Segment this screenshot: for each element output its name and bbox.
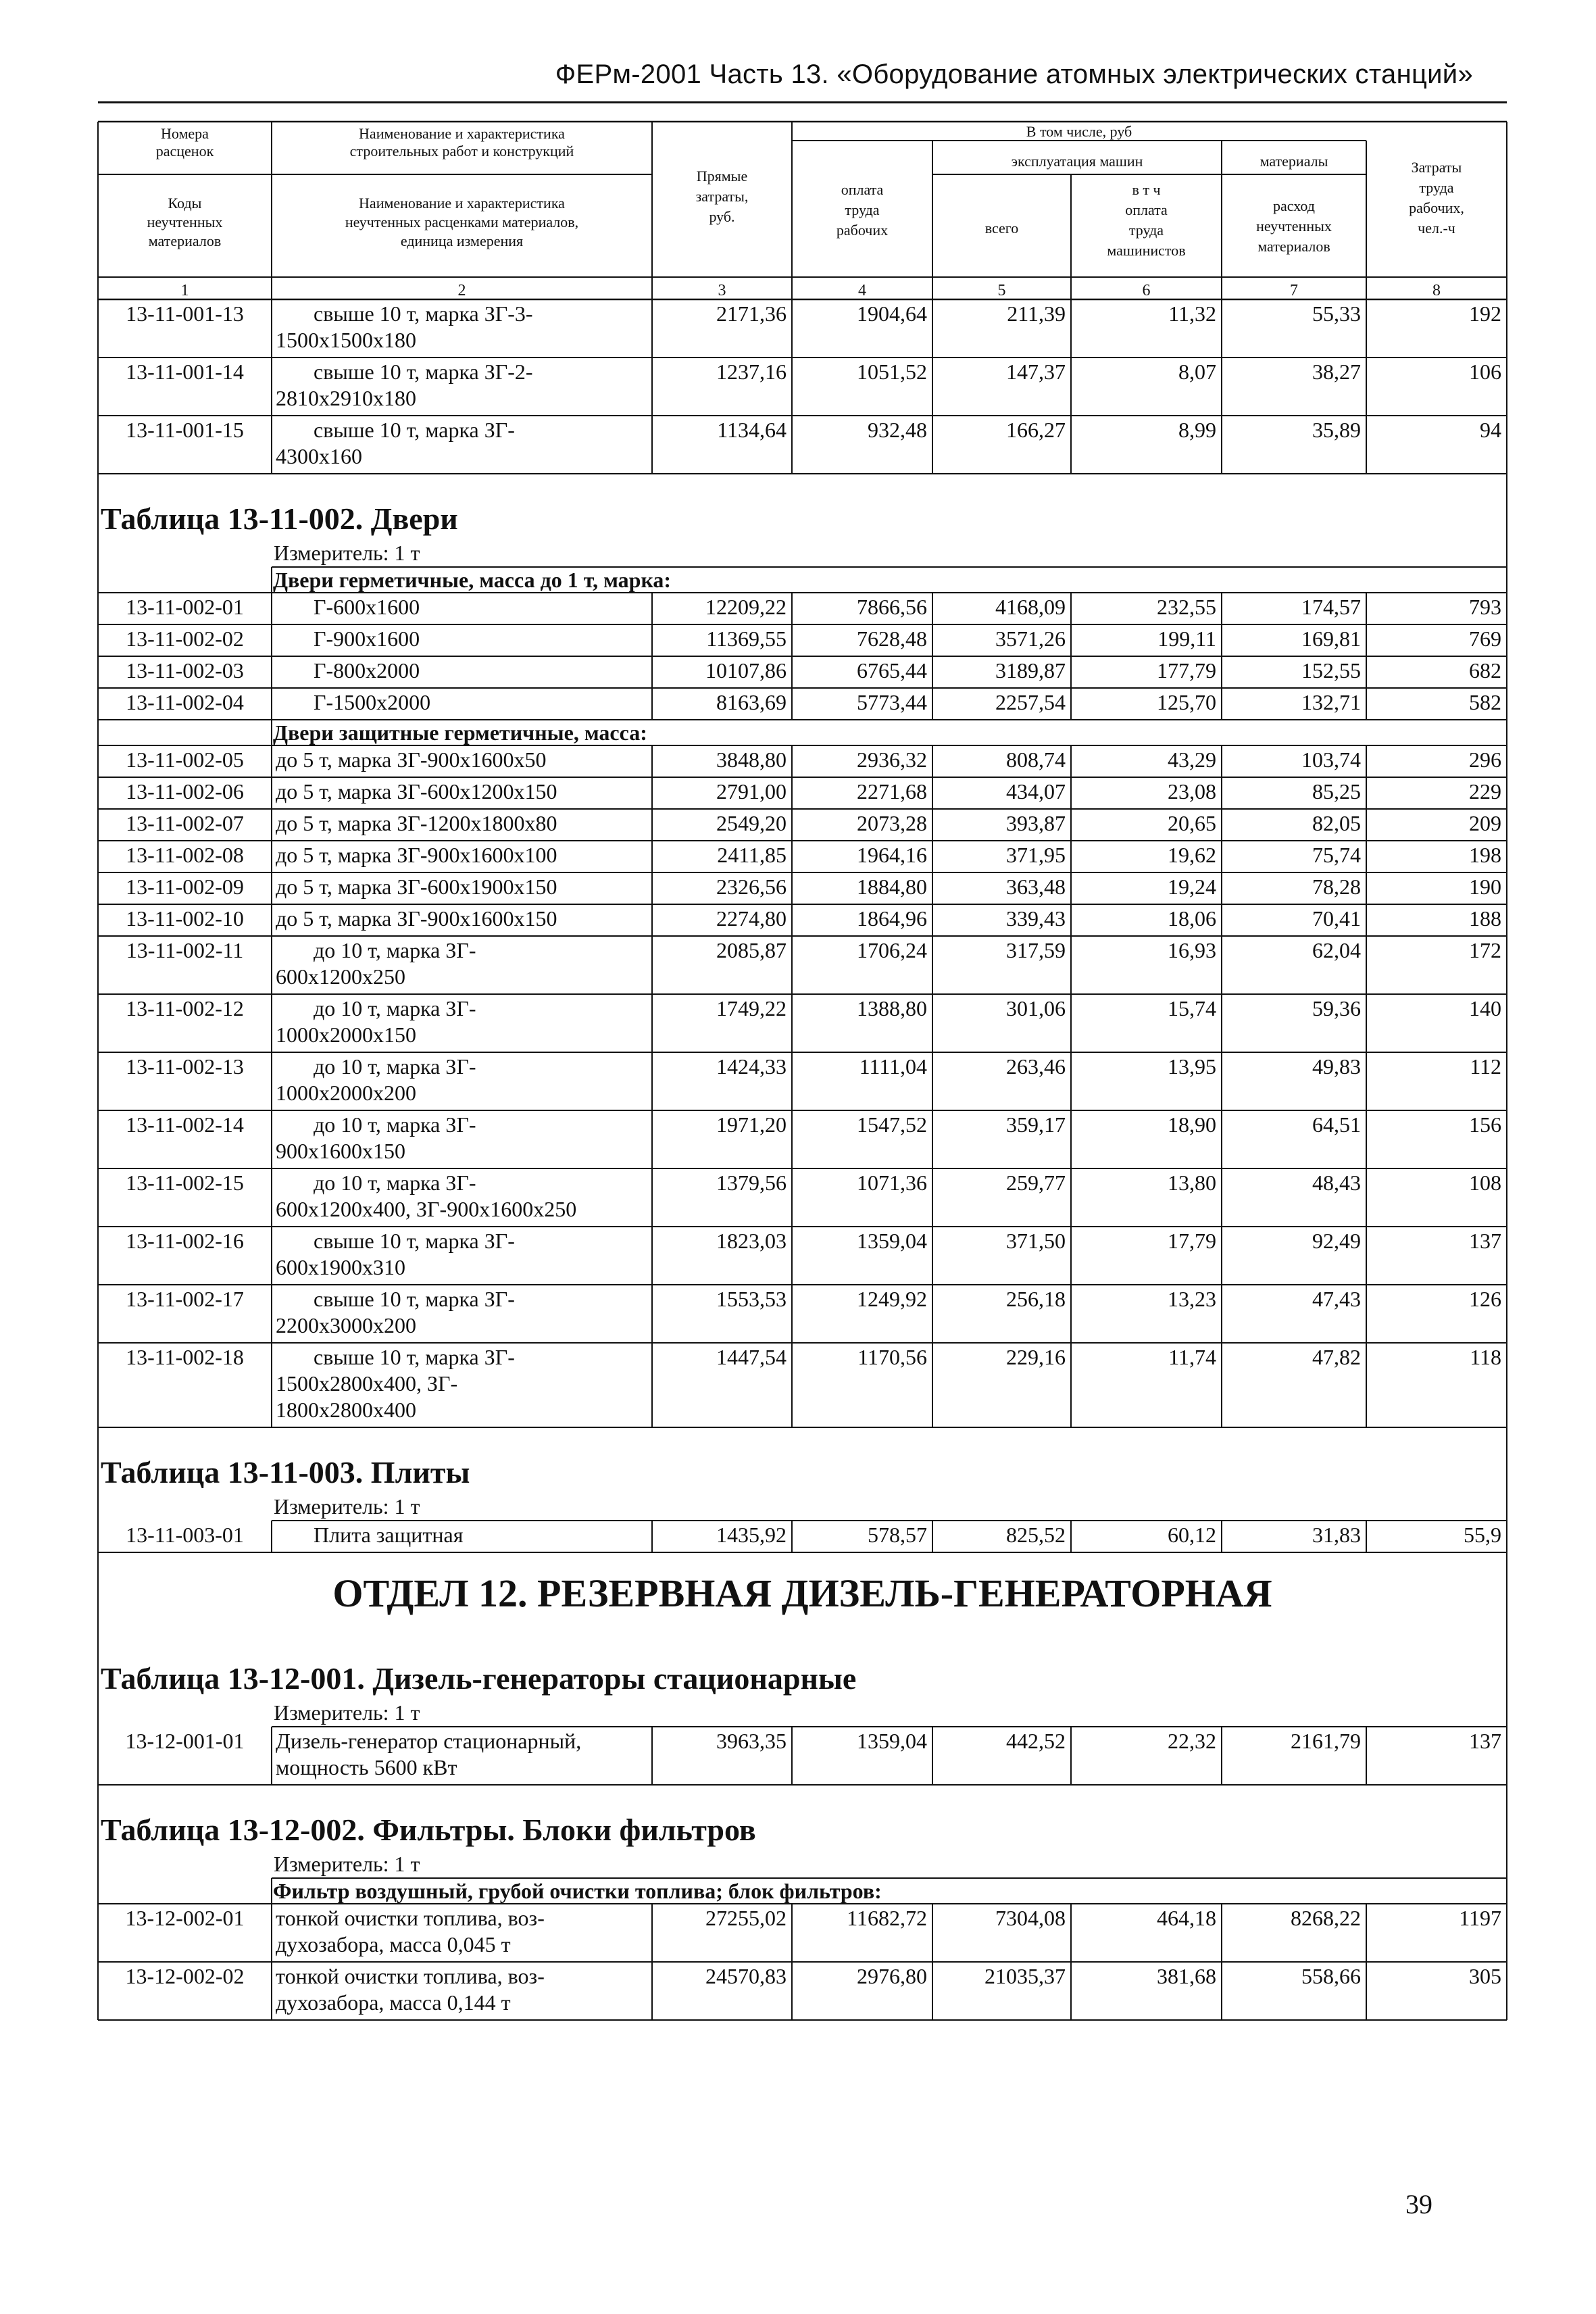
row-name: до 5 т, марка ЗГ-900х1600х150 xyxy=(276,906,557,931)
row-name: 600х1200х400, ЗГ-900х1600х250 xyxy=(276,1197,577,1221)
row-value: 1435,92 xyxy=(716,1523,787,1547)
header-col8: труда xyxy=(1419,179,1454,196)
header-col2-top: строительных работ и конструкций xyxy=(349,143,574,159)
row-value: 434,07 xyxy=(1006,779,1066,804)
row-value: 2326,56 xyxy=(716,875,787,899)
row-name: 600х1200х250 xyxy=(276,964,405,989)
header-group: В том числе, руб xyxy=(1026,123,1132,140)
row-code: 13-11-002-13 xyxy=(126,1054,244,1079)
row-value: 60,12 xyxy=(1168,1523,1216,1547)
group-heading: Двери защитные герметичные, масса: xyxy=(273,720,647,745)
row-value: 92,49 xyxy=(1312,1229,1361,1253)
row-value: 75,74 xyxy=(1312,843,1361,867)
row-value: 1749,22 xyxy=(716,996,787,1020)
header-col2-top: Наименование и характеристика xyxy=(359,125,565,142)
row-value: 7628,48 xyxy=(857,626,927,651)
column-number: 1 xyxy=(180,282,189,299)
row-code: 13-11-002-06 xyxy=(126,779,244,804)
row-value: 1823,03 xyxy=(716,1229,787,1253)
table-title: Таблица 13-12-001. Дизель-генераторы стационарные xyxy=(101,1661,857,1696)
row-value: 1388,80 xyxy=(857,996,927,1020)
row-value: 2271,68 xyxy=(857,779,927,804)
row-value: 2976,80 xyxy=(857,1964,927,1988)
row-value: 147,37 xyxy=(1006,360,1066,384)
row-name: свыше 10 т, марка ЗГ-3- xyxy=(314,301,533,326)
row-value: 1071,36 xyxy=(857,1171,927,1195)
column-number: 6 xyxy=(1142,282,1151,299)
row-name: Г-800х2000 xyxy=(314,658,420,683)
row-value: 11682,72 xyxy=(847,1906,927,1930)
row-value: 2274,80 xyxy=(716,906,787,931)
row-name: 1500х2800х400, ЗГ- xyxy=(276,1371,458,1396)
row-value: 211,39 xyxy=(1007,301,1066,326)
column-number: 8 xyxy=(1432,282,1441,299)
row-value: 48,43 xyxy=(1312,1171,1361,1195)
column-number: 5 xyxy=(997,282,1006,299)
header-materials-group: материалы xyxy=(1260,153,1328,170)
row-name: 900х1600х150 xyxy=(276,1139,405,1163)
row-value: 70,41 xyxy=(1312,906,1361,931)
row-name: 1500х1500х180 xyxy=(276,328,416,352)
header-col4: труда xyxy=(845,201,880,218)
header-col6: в т ч xyxy=(1132,181,1161,198)
row-value: 59,36 xyxy=(1312,996,1361,1020)
header-machines-group: эксплуатация машин xyxy=(1011,153,1143,170)
row-value: 932,48 xyxy=(868,418,927,442)
row-value: 359,17 xyxy=(1006,1112,1066,1137)
row-value: 118 xyxy=(1470,1345,1501,1369)
row-value: 3189,87 xyxy=(995,658,1066,683)
row-value: 132,71 xyxy=(1301,690,1361,714)
row-value: 3963,35 xyxy=(716,1729,787,1753)
row-name: Г-900х1600 xyxy=(314,626,420,651)
column-number: 2 xyxy=(457,282,466,299)
row-value: 17,79 xyxy=(1168,1229,1216,1253)
header-col3: Прямые xyxy=(696,168,748,184)
row-value: 49,83 xyxy=(1312,1054,1361,1079)
row-code: 13-11-002-05 xyxy=(126,747,244,772)
row-code: 13-11-002-02 xyxy=(126,626,244,651)
row-value: 1547,52 xyxy=(857,1112,927,1137)
row-value: 301,06 xyxy=(1006,996,1066,1020)
row-name: до 10 т, марка ЗГ- xyxy=(314,996,476,1020)
row-value: 1864,96 xyxy=(857,906,927,931)
row-value: 137 xyxy=(1469,1729,1501,1753)
row-value: 558,66 xyxy=(1301,1964,1361,1988)
row-code: 13-11-001-13 xyxy=(126,301,244,326)
row-code: 13-11-002-07 xyxy=(126,811,244,835)
row-value: 62,04 xyxy=(1312,938,1361,962)
row-value: 1359,04 xyxy=(857,1729,927,1753)
row-name: свыше 10 т, марка ЗГ-2- xyxy=(314,360,533,384)
row-name: 1800х2800х400 xyxy=(276,1398,416,1422)
row-value: 2936,32 xyxy=(857,747,927,772)
header-col6: труда xyxy=(1128,222,1164,239)
row-value: 232,55 xyxy=(1157,595,1216,619)
row-code: 13-11-002-09 xyxy=(126,875,244,899)
row-value: 16,93 xyxy=(1168,938,1216,962)
row-value: 24570,83 xyxy=(705,1964,787,1988)
row-value: 47,43 xyxy=(1312,1287,1361,1311)
row-value: 11,32 xyxy=(1168,301,1216,326)
row-code: 13-11-002-10 xyxy=(126,906,244,931)
row-value: 8,07 xyxy=(1178,360,1216,384)
row-value: 18,06 xyxy=(1168,906,1216,931)
row-value: 8163,69 xyxy=(716,690,787,714)
row-value: 85,25 xyxy=(1312,779,1361,804)
header-col6: оплата xyxy=(1125,201,1168,218)
row-value: 825,52 xyxy=(1006,1523,1066,1547)
row-value: 2549,20 xyxy=(716,811,787,835)
row-value: 1424,33 xyxy=(716,1054,787,1079)
row-name: до 10 т, марка ЗГ- xyxy=(314,1054,476,1079)
row-value: 23,08 xyxy=(1168,779,1216,804)
row-code: 13-11-002-11 xyxy=(126,938,244,962)
row-value: 156 xyxy=(1469,1112,1501,1137)
row-value: 371,95 xyxy=(1006,843,1066,867)
row-value: 229,16 xyxy=(1006,1345,1066,1369)
unit-of-measure: Измеритель: 1 т xyxy=(274,1700,420,1725)
row-value: 393,87 xyxy=(1006,811,1066,835)
header-col4: рабочих xyxy=(836,222,889,239)
row-name: свыше 10 т, марка ЗГ- xyxy=(314,1229,515,1253)
row-name: 1000х2000х200 xyxy=(276,1081,416,1105)
row-value: 19,62 xyxy=(1168,843,1216,867)
row-value: 582 xyxy=(1469,690,1501,714)
header-col6: машинистов xyxy=(1107,242,1186,259)
table-title: Таблица 13-11-003. Плиты xyxy=(101,1455,470,1490)
running-header: ФЕРм-2001 Часть 13. «Оборудование атомных электрических станций» xyxy=(555,59,1473,89)
row-value: 47,82 xyxy=(1312,1345,1361,1369)
row-code: 13-11-002-12 xyxy=(126,996,244,1020)
row-value: 2073,28 xyxy=(857,811,927,835)
row-value: 94 xyxy=(1480,418,1501,442)
row-value: 112 xyxy=(1470,1054,1501,1079)
row-value: 174,57 xyxy=(1301,595,1361,619)
header-col2-bottom: единица измерения xyxy=(400,232,524,249)
row-value: 259,77 xyxy=(1006,1171,1066,1195)
row-value: 11369,55 xyxy=(706,626,787,651)
row-value: 2085,87 xyxy=(716,938,787,962)
row-value: 3848,80 xyxy=(716,747,787,772)
row-value: 769 xyxy=(1469,626,1501,651)
row-value: 1447,54 xyxy=(716,1345,787,1369)
row-name: 2200х3000х200 xyxy=(276,1313,416,1337)
row-value: 13,23 xyxy=(1168,1287,1216,1311)
row-value: 363,48 xyxy=(1006,875,1066,899)
row-value: 3571,26 xyxy=(995,626,1066,651)
row-value: 18,90 xyxy=(1168,1112,1216,1137)
row-name: 1000х2000х150 xyxy=(276,1023,416,1047)
row-value: 55,9 xyxy=(1464,1523,1501,1547)
row-value: 381,68 xyxy=(1157,1964,1216,1988)
row-value: 13,80 xyxy=(1168,1171,1216,1195)
group-heading: Фильтр воздушный, грубой очистки топлива; блок фильтров: xyxy=(273,1879,882,1903)
row-name: до 5 т, марка ЗГ-900х1600х50 xyxy=(276,747,547,772)
row-value: 15,74 xyxy=(1168,996,1216,1020)
row-value: 256,18 xyxy=(1006,1287,1066,1311)
row-name: до 10 т, марка ЗГ- xyxy=(314,1112,476,1137)
row-name: Г-600х1600 xyxy=(314,595,420,619)
row-value: 578,57 xyxy=(868,1523,927,1547)
row-value: 464,18 xyxy=(1157,1906,1216,1930)
row-value: 192 xyxy=(1469,301,1501,326)
row-name: до 5 т, марка ЗГ-600х1200х150 xyxy=(276,779,557,804)
section-title: ОТДЕЛ 12. РЕЗЕРВНАЯ ДИЗЕЛЬ-ГЕНЕРАТОРНАЯ xyxy=(332,1571,1272,1615)
row-name: тонкой очистки топлива, воз- xyxy=(276,1964,545,1988)
row-value: 38,27 xyxy=(1312,360,1361,384)
row-value: 199,11 xyxy=(1157,626,1216,651)
row-value: 21035,37 xyxy=(984,1964,1066,1988)
row-value: 793 xyxy=(1469,595,1501,619)
header-col7: неучтенных xyxy=(1256,218,1332,235)
row-value: 8,99 xyxy=(1178,418,1216,442)
row-code: 13-11-002-04 xyxy=(126,690,244,714)
row-value: 1971,20 xyxy=(716,1112,787,1137)
row-code: 13-11-001-15 xyxy=(126,418,244,442)
row-value: 22,32 xyxy=(1168,1729,1216,1753)
row-name: свыше 10 т, марка ЗГ- xyxy=(314,1287,515,1311)
row-value: 2411,85 xyxy=(717,843,787,867)
row-value: 1904,64 xyxy=(857,301,927,326)
row-name: 2810х2910х180 xyxy=(276,386,416,410)
row-name: до 5 т, марка ЗГ-900х1600х100 xyxy=(276,843,557,867)
row-value: 1111,04 xyxy=(859,1054,927,1079)
row-code: 13-12-001-01 xyxy=(125,1729,245,1753)
row-value: 172 xyxy=(1469,938,1501,962)
row-code: 13-11-002-17 xyxy=(126,1287,244,1311)
row-value: 35,89 xyxy=(1312,418,1361,442)
row-name: до 5 т, марка ЗГ-1200х1800х80 xyxy=(276,811,557,835)
row-value: 1249,92 xyxy=(857,1287,927,1311)
table-title: Таблица 13-12-002. Фильтры. Блоки фильтров xyxy=(101,1813,756,1847)
row-name: 4300х160 xyxy=(276,444,362,468)
row-value: 2171,36 xyxy=(716,301,787,326)
row-value: 1379,56 xyxy=(716,1171,787,1195)
row-value: 125,70 xyxy=(1157,690,1216,714)
row-name: Г-1500х2000 xyxy=(314,690,431,714)
row-name: мощность 5600 кВт xyxy=(276,1755,457,1779)
header-col1-top: Номера xyxy=(161,125,209,142)
row-value: 177,79 xyxy=(1157,658,1216,683)
unit-of-measure: Измеритель: 1 т xyxy=(274,541,420,565)
header-col4: оплата xyxy=(841,181,884,198)
row-name: свыше 10 т, марка ЗГ- xyxy=(314,418,515,442)
row-value: 55,33 xyxy=(1312,301,1361,326)
header-col1-bottom: неучтенных xyxy=(147,214,223,230)
row-value: 229 xyxy=(1469,779,1501,804)
row-value: 1706,24 xyxy=(857,938,927,962)
row-code: 13-12-002-01 xyxy=(125,1906,245,1930)
row-name: до 10 т, марка ЗГ- xyxy=(314,938,476,962)
header-col1-bottom: Коды xyxy=(168,195,202,212)
row-value: 19,24 xyxy=(1168,875,1216,899)
row-value: 188 xyxy=(1469,906,1501,931)
row-value: 166,27 xyxy=(1006,418,1066,442)
row-name: до 5 т, марка ЗГ-600х1900х150 xyxy=(276,875,557,899)
row-value: 1884,80 xyxy=(857,875,927,899)
row-value: 169,81 xyxy=(1301,626,1361,651)
row-value: 263,46 xyxy=(1006,1054,1066,1079)
row-value: 442,52 xyxy=(1006,1729,1066,1753)
row-value: 1051,52 xyxy=(857,360,927,384)
row-name: духозабора, масса 0,045 т xyxy=(276,1932,511,1956)
row-value: 7304,08 xyxy=(995,1906,1066,1930)
row-value: 1964,16 xyxy=(857,843,927,867)
row-code: 13-11-002-18 xyxy=(126,1345,244,1369)
row-code: 13-11-002-14 xyxy=(126,1112,244,1137)
header-col7: расход xyxy=(1273,197,1315,214)
header-col3: затраты, xyxy=(695,188,749,205)
row-value: 305 xyxy=(1469,1964,1501,1988)
row-value: 1359,04 xyxy=(857,1229,927,1253)
row-value: 2161,79 xyxy=(1291,1729,1361,1753)
row-value: 682 xyxy=(1469,658,1501,683)
unit-of-measure: Измеритель: 1 т xyxy=(274,1494,420,1519)
row-value: 12209,22 xyxy=(705,595,787,619)
row-value: 8268,22 xyxy=(1291,1906,1361,1930)
row-value: 339,43 xyxy=(1006,906,1066,931)
row-value: 6765,44 xyxy=(857,658,927,683)
row-value: 7866,56 xyxy=(857,595,927,619)
row-value: 296 xyxy=(1469,747,1501,772)
row-value: 11,74 xyxy=(1168,1345,1216,1369)
row-name: свыше 10 т, марка ЗГ- xyxy=(314,1345,515,1369)
column-number: 4 xyxy=(858,282,866,299)
unit-of-measure: Измеритель: 1 т xyxy=(274,1852,420,1876)
header-col2-bottom: Наименование и характеристика xyxy=(359,195,565,212)
row-value: 64,51 xyxy=(1312,1112,1361,1137)
group-heading: Двери герметичные, масса до 1 т, марка: xyxy=(273,568,672,592)
row-code: 13-11-002-08 xyxy=(126,843,244,867)
row-value: 209 xyxy=(1469,811,1501,835)
row-value: 103,74 xyxy=(1301,747,1361,772)
row-value: 106 xyxy=(1469,360,1501,384)
row-value: 20,65 xyxy=(1168,811,1216,835)
header-col2-bottom: неучтенных расценками материалов, xyxy=(345,214,579,230)
row-name: Дизель-генератор стационарный, xyxy=(276,1729,582,1753)
row-value: 1134,64 xyxy=(717,418,787,442)
row-value: 13,95 xyxy=(1168,1054,1216,1079)
row-value: 152,55 xyxy=(1301,658,1361,683)
row-name: Плита защитная xyxy=(314,1523,464,1547)
row-code: 13-12-002-02 xyxy=(125,1964,245,1988)
row-value: 137 xyxy=(1469,1229,1501,1253)
row-value: 1553,53 xyxy=(716,1287,787,1311)
row-code: 13-11-003-01 xyxy=(126,1523,244,1547)
header-col8: рабочих, xyxy=(1409,199,1464,216)
header-col1-bottom: материалов xyxy=(148,232,222,249)
column-number: 7 xyxy=(1290,282,1298,299)
row-value: 5773,44 xyxy=(857,690,927,714)
row-value: 808,74 xyxy=(1006,747,1066,772)
row-value: 1197 xyxy=(1459,1906,1501,1930)
row-value: 1237,16 xyxy=(716,360,787,384)
row-value: 43,29 xyxy=(1168,747,1216,772)
row-value: 371,50 xyxy=(1006,1229,1066,1253)
row-value: 2257,54 xyxy=(995,690,1066,714)
row-code: 13-11-002-03 xyxy=(126,658,244,683)
row-value: 78,28 xyxy=(1312,875,1361,899)
row-code: 13-11-002-16 xyxy=(126,1229,244,1253)
row-code: 13-11-002-01 xyxy=(126,595,244,619)
row-name: тонкой очистки топлива, воз- xyxy=(276,1906,545,1930)
row-value: 198 xyxy=(1469,843,1501,867)
header-col3: руб. xyxy=(709,208,735,225)
row-name: до 10 т, марка ЗГ- xyxy=(314,1171,476,1195)
header-col8: чел.-ч xyxy=(1418,220,1455,237)
row-name: 600х1900х310 xyxy=(276,1255,405,1279)
row-code: 13-11-001-14 xyxy=(126,360,244,384)
row-value: 4168,09 xyxy=(995,595,1066,619)
row-value: 108 xyxy=(1469,1171,1501,1195)
header-col7: материалов xyxy=(1257,238,1330,255)
page-number: 39 xyxy=(1405,2189,1432,2219)
row-value: 31,83 xyxy=(1312,1523,1361,1547)
row-value: 126 xyxy=(1469,1287,1501,1311)
row-value: 10107,86 xyxy=(705,658,787,683)
row-code: 13-11-002-15 xyxy=(126,1171,244,1195)
header-col8: Затраты xyxy=(1411,159,1462,176)
row-value: 27255,02 xyxy=(705,1906,787,1930)
row-name: духозабора, масса 0,144 т xyxy=(276,1990,511,2015)
row-value: 317,59 xyxy=(1006,938,1066,962)
column-number: 3 xyxy=(718,282,726,299)
table-title: Таблица 13-11-002. Двери xyxy=(101,501,458,536)
row-value: 1170,56 xyxy=(857,1345,927,1369)
row-value: 140 xyxy=(1469,996,1501,1020)
row-value: 2791,00 xyxy=(716,779,787,804)
header-col1-top: расценок xyxy=(155,143,214,159)
row-value: 190 xyxy=(1469,875,1501,899)
row-value: 82,05 xyxy=(1312,811,1361,835)
header-col5: всего xyxy=(984,220,1019,237)
